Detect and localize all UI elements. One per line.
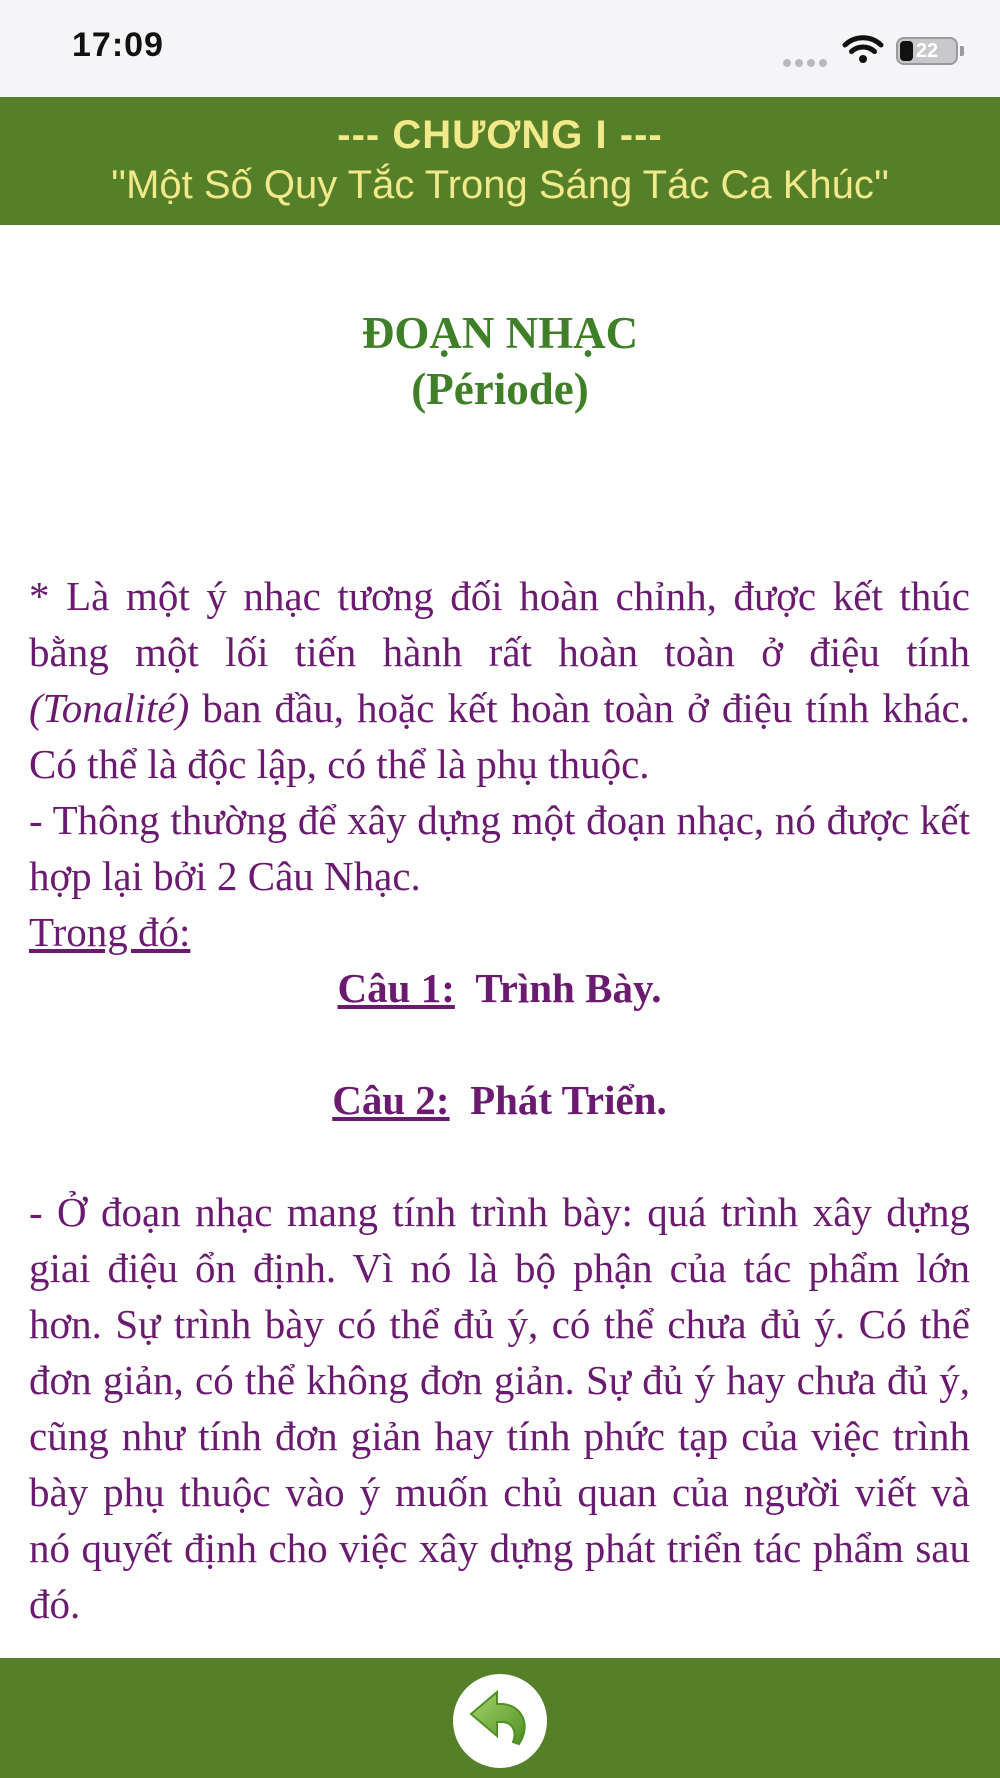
wifi-icon (842, 34, 884, 64)
status-time: 17:09 (72, 26, 164, 64)
cau-1-line: Câu 1: Trình Bày. (337, 965, 662, 1011)
back-arrow-icon (453, 1674, 547, 1768)
section-title-main: ĐOẠN NHẠC (361, 308, 639, 358)
battery-icon (896, 37, 958, 65)
chapter-title: --- CHƯƠNG I --- (337, 113, 663, 157)
content-scroll-area[interactable] (0, 225, 1000, 1658)
back-button[interactable] (453, 1674, 547, 1768)
section-title-sub: (Période) (411, 364, 589, 414)
chapter-subtitle: ''Một Số Quy Tắc Trong Sáng Tác Ca Khúc'' (110, 163, 890, 207)
battery-level: 22 (915, 40, 939, 62)
chapter-header (0, 97, 1000, 225)
footer-bar (0, 1658, 1000, 1778)
cau-2-line: Câu 2: Phát Triển. (332, 1077, 667, 1123)
article-body (29, 568, 970, 1632)
trong-do-label: Trong đó: (29, 909, 191, 955)
paragraph-presentation: - Ở đoạn nhạc mang tính trình bày: quá trình xây dựng giai điệu ổn định. Vì nó là bộ phận của tác phẩm lớn hơn. Sự trình bày có thể đủ ý, có thể chưa đủ ý. Có thể đơn giản, có thể không đơn giản. Sự đủ ý hay chưa đủ ý, cũng như tính đơn giản hay tính phức tạp của việc trình bày phụ thuộc vào ý muốn chủ quan của người viết và nó quyết định cho việc xây dựng phát triển tác phẩm sau đó. (29, 1189, 970, 1627)
cellular-signal-icon (783, 54, 833, 62)
section-title (0, 305, 1000, 417)
status-bar (0, 0, 1000, 97)
paragraph-definition: * Là một ý nhạc tương đối hoàn chỉnh, được kết thúc bằng một lối tiến hành rất hoàn toàn ở điệu tính (Tonalité) ban đầu, hoặc kết hoàn toàn ở điệu tính khác. Có thể là độc lập, có thể là phụ thuộc. (29, 573, 970, 787)
paragraph-structure: - Thông thường để xây dựng một đoạn nhạc, nó được kết hợp lại bởi 2 Câu Nhạc. (29, 797, 970, 899)
